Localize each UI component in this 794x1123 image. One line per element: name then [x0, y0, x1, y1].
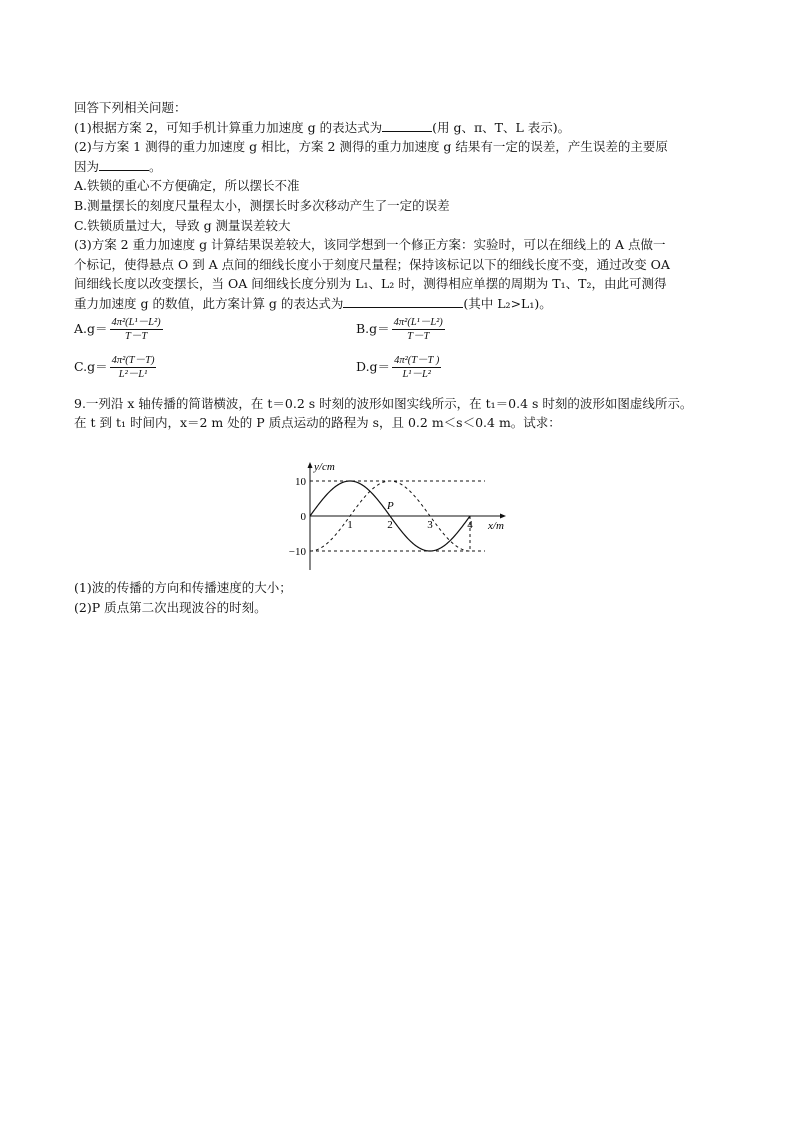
q1-suffix: (用 g、π、T、L 表示)。 [432, 119, 571, 135]
x-tick-2: 2 [387, 519, 393, 531]
y-tick-neg10: −10 [288, 546, 306, 558]
q3-blank[interactable] [343, 295, 463, 308]
q2-blank[interactable] [99, 158, 149, 171]
option-a: A.铁锁的重心不方便确定，所以摆长不准 [74, 178, 300, 194]
choice-c[interactable] [74, 354, 156, 381]
q3-text: 重力加速度 g 的数值，此方案计算 g 的表达式为 [74, 295, 344, 311]
choice-a[interactable] [74, 316, 163, 343]
q2-line-1: (2)与方案 1 测得的重力加速度 g 相比，方案 2 测得的重力加速度 g 结果有一定的误差，产生误差的主要原 [74, 139, 668, 155]
choice-c-fraction [110, 354, 157, 381]
x-tick-1: 1 [347, 519, 353, 531]
y-axis-arrow [308, 462, 313, 468]
q2-suffix: 。 [149, 158, 162, 174]
choice-b-fraction [392, 316, 445, 343]
choice-d-label: D.g＝ [356, 359, 391, 375]
option-b: B.测量摆长的刻度尺量程太小，测摆长时多次移动产生了一定的误差 [74, 197, 450, 213]
choice-c-label: C.g＝ [74, 359, 108, 375]
q9-subquestions [74, 578, 744, 617]
q3-line-4 [74, 294, 744, 314]
q9-line-2: 在 t 到 t₁ 时间内，x＝2 m 处的 P 质点运动的路程为 s，且 0.2 m＜s＜0.4 m。试求： [74, 415, 561, 431]
q2-text: 因为 [74, 158, 100, 174]
choice-c-numerator: 4π²(T－T) [111, 354, 155, 366]
choice-b-label: B.g＝ [356, 321, 390, 337]
formula-choices [74, 316, 744, 394]
choice-a-fraction [110, 316, 163, 343]
q9-sub-1: (1)波的传播的方向和传播速度的大小； [74, 580, 292, 595]
x-tick-3: 3 [427, 519, 433, 531]
choice-d[interactable] [356, 354, 441, 381]
q1-blank[interactable] [382, 119, 432, 132]
choice-a-label: A.g＝ [74, 321, 108, 337]
choice-a-numerator: 4π²(L¹－L²) [111, 316, 161, 328]
q1-text: (1)根据方案 2，可知手机计算重力加速度 g 的表达式为 [74, 119, 383, 135]
q1-line [74, 118, 744, 138]
y-tick-10: 10 [295, 476, 306, 488]
y-tick-0: 0 [300, 511, 306, 523]
intro-text: 回答下列相关问题： [74, 100, 187, 115]
choice-d-denominator: L¹－L² [402, 368, 431, 380]
y-axis-label: y/cm [314, 461, 335, 473]
q3-line-1: (3)方案 2 重力加速度 g 计算结果误差较大，该同学想到一个修正方案：实验时，可以在细线上的 A 点做一 [74, 237, 666, 253]
wave-graph [280, 458, 520, 570]
q9-line-1: 9.一列沿 x 轴传播的简谐横波，在 t＝0.2 s 时刻的波形如图实线所示，在 t₁＝0.4 s 时刻的波形如图虚线所示。 [74, 395, 693, 411]
q3-line-3: 间细线长度以改变摆长，当 OA 间细线长度分别为 L₁、L₂ 时，测得相应单摆的周期为 T₁、T₂，由此可测得 [74, 276, 667, 292]
choice-b-numerator: 4π²(L¹－L²) [393, 316, 443, 328]
choice-c-denominator: L²－L¹ [118, 368, 148, 380]
question-page [74, 98, 744, 433]
choice-b[interactable] [356, 316, 445, 343]
q2-line-2 [74, 157, 744, 177]
x-axis-label: x/m [488, 520, 504, 532]
choice-d-numerator: 4π²(T－T ) [394, 354, 440, 366]
choice-a-denominator: T－T [124, 330, 148, 342]
q9-sub-2: (2)P 质点第二次出现波谷的时刻。 [74, 599, 267, 615]
choice-b-denominator: T－T [407, 330, 430, 342]
x-axis-arrow [500, 514, 506, 519]
option-c: C.铁锁质量过大，导致 g 测量误差较大 [74, 217, 291, 233]
x-tick-4: 4 [467, 519, 473, 531]
point-p-label: P [387, 500, 394, 512]
q3-line-2: 个标记，使得悬点 O 到 A 点间的细线长度小于刻度尺量程；保持该标记以下的细线长度不变，通过改变 OA [74, 256, 670, 272]
q3-suffix: (其中 L₂>L₁)。 [463, 295, 552, 311]
choice-d-fraction [392, 354, 441, 381]
